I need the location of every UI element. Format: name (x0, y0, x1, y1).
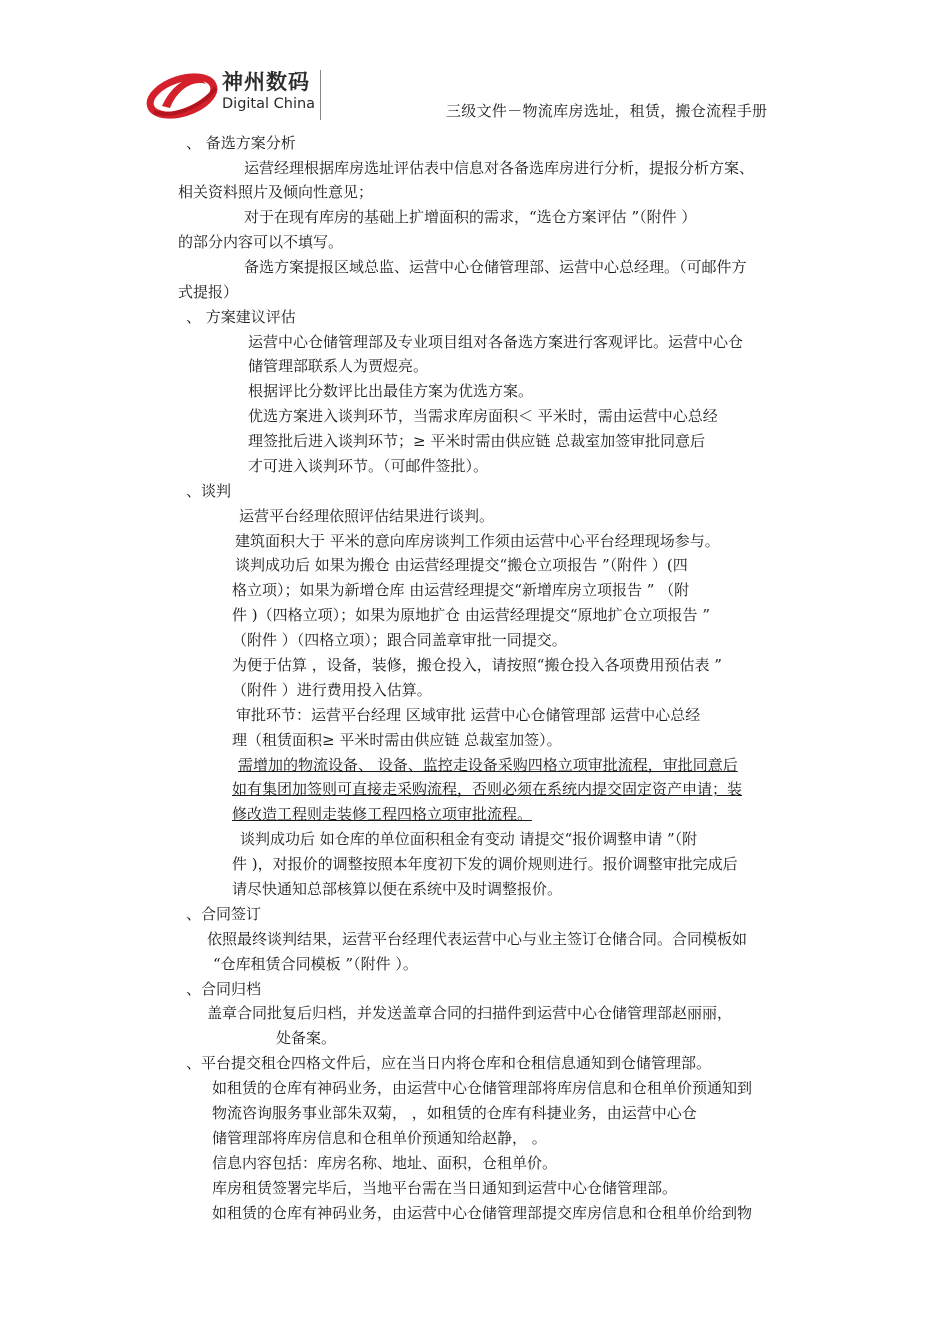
text-line: 储管理部联系人为贾煜亮。 (248, 357, 429, 375)
logo-chinese-text: 神州数码 (222, 70, 310, 94)
section-heading: 、平台提交租仓四格文件后，应在当日内将仓库和仓租信息通知到仓储管理部。 (186, 1054, 712, 1072)
text-line: 件 )（四格立项）；如果为原地扩仓 由运营经理提交“原地扩仓立项报告 ” (232, 606, 710, 624)
section-heading: 、合同签订 (186, 905, 262, 923)
logo-english-text: Digital China (222, 96, 316, 112)
document-title: 三级文件－物流库房选址，租赁，搬仓流程手册 (446, 102, 768, 120)
text-line: 请尽快通知总部核算以便在系统中及时调整报价。 (232, 880, 563, 898)
text-line: 为便于估算 ，设备，装修，搬仓投入，请按照“搬仓投入各项费用预估表 ” (232, 656, 722, 674)
text-line: 运营平台经理依照评估结果进行谈判。 (239, 507, 495, 525)
text-line: 运营中心仓储管理部及专业项目组对各备选方案进行客观评比。运营中心仓 (248, 333, 744, 351)
text-line: （附件 ）（四格立项）；跟合同盖章审批一同提交。 (232, 631, 567, 649)
section-heading: 、 方案建议评估 (186, 308, 296, 326)
text-line: 如租赁的仓库有神码业务，由运营中心仓储管理部提交库房信息和仓租单价给到物 (212, 1204, 753, 1222)
text-line: 谈判成功后 如仓库的单位面积租金有变动 请提交“报价调整申请 ”（附 (240, 830, 698, 848)
text-line: （附件 ）进行费用投入估算。 (232, 681, 432, 699)
text-line: 如租赁的仓库有神码业务，由运营中心仓储管理部将库房信息和仓租单价预通知到 (212, 1079, 753, 1097)
digital-china-logo (146, 66, 320, 122)
header-divider (320, 70, 321, 120)
section-heading: 、谈判 (186, 482, 232, 500)
text-line: 相关资料照片及倾向性意见； (178, 183, 374, 201)
text-line: 处备案。 (276, 1029, 337, 1047)
text-line: 备选方案提报区域总监、运营中心仓储管理部、运营中心总经理。（可邮件方 (244, 258, 747, 276)
text-line: 式提报） (178, 283, 239, 301)
underlined-text-line: 需增加的物流设备、 设备、监控走设备采购四格立项审批流程，审批同意后 (238, 756, 738, 774)
text-line: 才可进入谈判环节。（可邮件签批）。 (248, 457, 489, 475)
text-line: 运营经理根据库房选址评估表中信息对各备选库房进行分析，提报分析方案、 (244, 159, 755, 177)
text-line: 的部分内容可以不填写。 (178, 233, 344, 251)
text-line: 对于在现有库房的基础上扩增面积的需求，“选仓方案评估 ”（附件 ） (244, 208, 697, 226)
text-line: 根据评比分数评比出最佳方案为优选方案。 (248, 382, 534, 400)
text-line: 审批环节：运营平台经理 区域审批 运营中心仓储管理部 运营中心总经 (236, 706, 701, 724)
section-heading: 、 备选方案分析 (186, 134, 296, 152)
text-line: 库房租赁签署完毕后，当地平台需在当日通知到运营中心仓储管理部。 (212, 1179, 678, 1197)
text-line: 格立项）；如果为新增仓库 由运营经理提交“新增库房立项报告 ” （附 (232, 581, 690, 599)
text-line: 物流咨询服务事业部朱双菊， ，如租赁的仓库有科捷业务，由运营中心仓 (212, 1104, 697, 1122)
underlined-text-line: 修改造工程则走装修工程四格立项审批流程。 (232, 805, 533, 823)
text-line: 件 )，对报价的调整按照本年度初下发的调价规则进行。报价调整审批完成后 (232, 855, 738, 873)
text-line: 信息内容包括：库房名称、地址、面积，仓租单价。 (212, 1154, 558, 1172)
text-line: 建筑面积大于 平米的意向库房谈判工作须由运营中心平台经理现场参与。 (235, 532, 720, 550)
section-heading: 、合同归档 (186, 980, 262, 998)
text-line: 理（租赁面积≥ 平米时需由供应链 总裁室加签）。 (232, 731, 562, 749)
text-line: 依照最终谈判结果，运营平台经理代表运营中心与业主签订仓储合同。合同模板如 (207, 930, 748, 948)
logo-swirl-icon (146, 66, 222, 122)
text-line: “仓库租赁合同模板 ”（附件 ）。 (213, 955, 418, 973)
text-line: 优选方案进入谈判环节，当需求库房面积＜ 平米时，需由运营中心总经 (248, 407, 718, 425)
text-line: 储管理部将库房信息和仓租单价预通知给赵静， 。 (212, 1129, 547, 1147)
underlined-text-line: 如有集团加签则可直接走采购流程，否则必须在系统内提交固定资产申请；装 (232, 780, 743, 798)
text-line: 理签批后进入谈判环节；≥ 平米时需由供应链 总裁室加签审批同意后 (248, 432, 706, 450)
text-line: 盖章合同批复后归档，并发送盖章合同的扫描件到运营中心仓储管理部赵丽丽， (207, 1004, 733, 1022)
text-line: 谈判成功后 如果为搬仓 由运营经理提交“搬仓立项报告 ”（附件 ）(四 (235, 556, 688, 574)
